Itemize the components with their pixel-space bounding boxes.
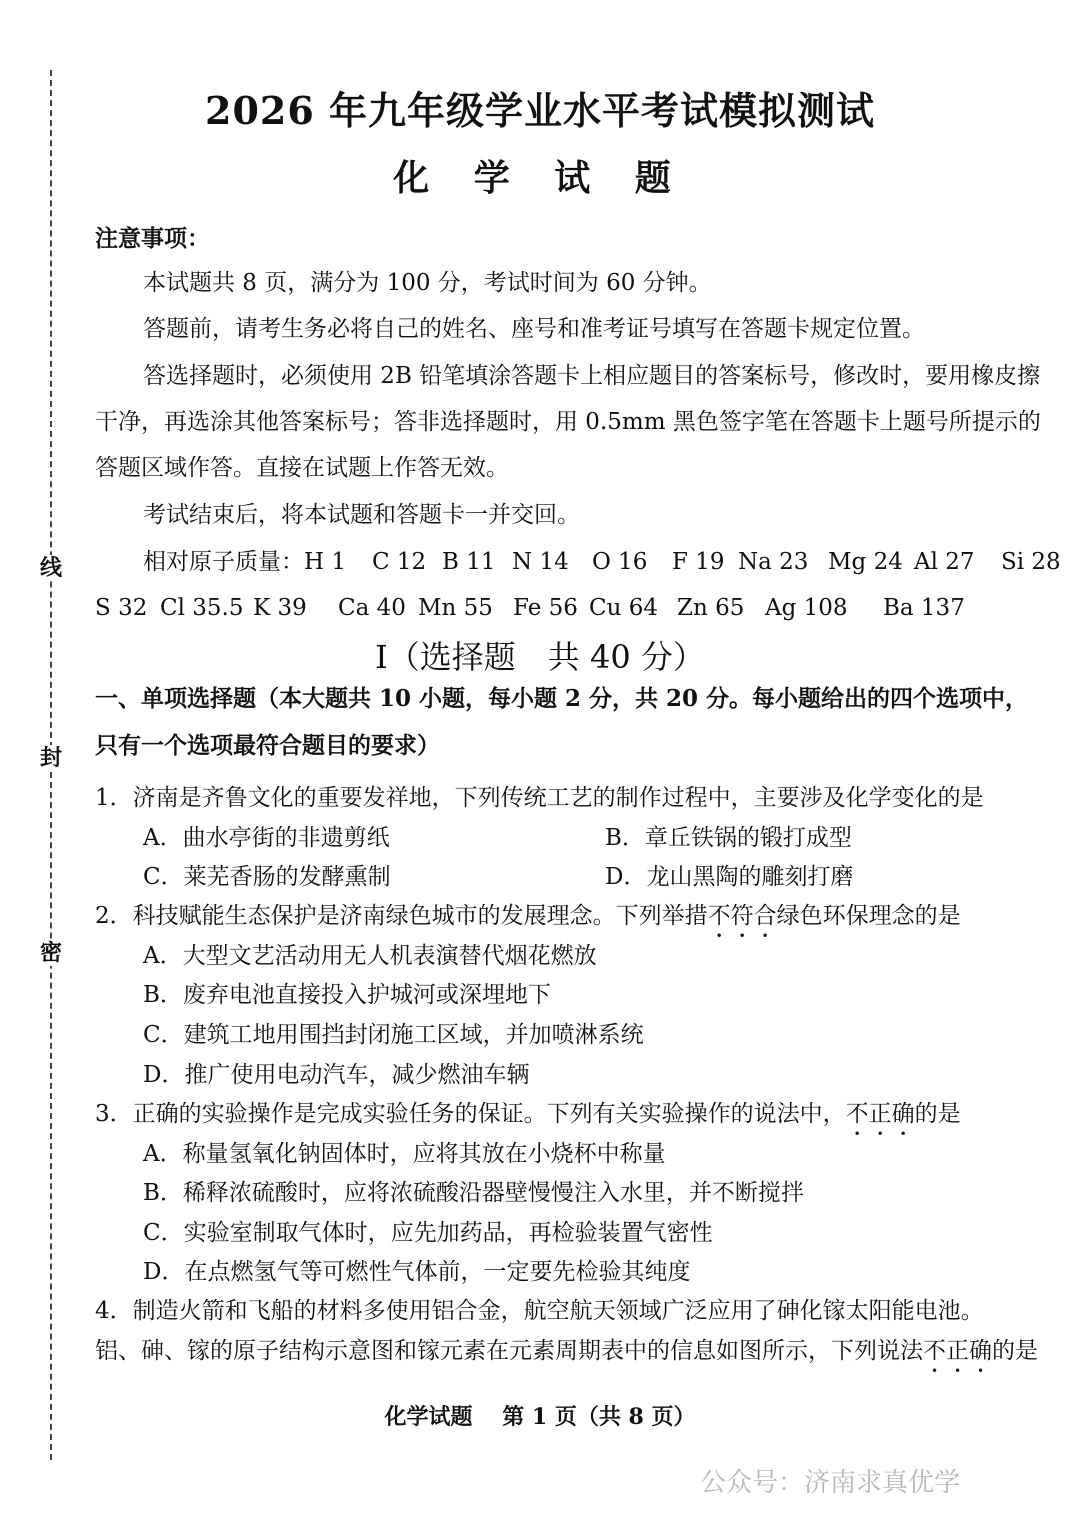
- binding-char-mi: 密: [39, 940, 62, 966]
- question-4-stem-text: 的是: [992, 1338, 1038, 1364]
- question-3-stem-text: 3．正确的实验操作是完成实验任务的保证。下列有关实验操作的说法中，: [95, 1101, 846, 1127]
- question-3-option-c: C．实验室制取气体时，应先加药品，再检验装置气密性: [143, 1220, 713, 1246]
- question-1-option-b: B．章丘铁锅的锻打成型: [605, 825, 852, 851]
- question-1-option-d: D．龙山黑陶的雕刻打磨: [605, 864, 854, 890]
- part-heading: 一、单项选择题（本大题共 10 小题，每小题 2 分，共 20 分。每小题给出的四个选项中，: [95, 685, 1029, 712]
- atomic-mass-item: Mg 24: [828, 549, 903, 575]
- question-2-stem-text: 2．科技赋能生态保护是济南绿色城市的发展理念。下列举措: [95, 903, 708, 929]
- atomic-mass-item: S 32: [95, 595, 148, 621]
- question-2-stem-text: 绿色环保理念的是: [776, 903, 961, 929]
- atomic-mass-item: Mn 55: [418, 595, 493, 621]
- emphasis-text: 不符合: [707, 903, 777, 929]
- atomic-mass-item: Si 28: [1001, 549, 1061, 575]
- notice-line: 干净，再选涂其他答案标号；答非选择题时，用 0.5mm 黑色签字笔在答题卡上题号所提示的: [95, 409, 1041, 435]
- notice-line: 答选择题时，必须使用 2B 铅笔填涂答题卡上相应题目的答案标号，修改时，要用橡皮擦: [143, 363, 1041, 389]
- emphasis-text: 不正确: [923, 1338, 992, 1364]
- atomic-mass-item: Fe 56: [513, 595, 578, 621]
- atomic-mass-item: Na 23: [738, 549, 809, 575]
- question-2-stem: [95, 901, 961, 943]
- atomic-mass-item: Al 27: [914, 549, 975, 575]
- atomic-mass-item: K 39: [253, 595, 307, 621]
- notice-line: 本试题共 8 页，满分为 100 分，考试时间为 60 分钟。: [143, 270, 712, 296]
- atomic-mass-row-2: [95, 593, 965, 623]
- atomic-mass-item: Ag 108: [765, 595, 848, 621]
- part-heading-cont: 只有一个选项最符合题目的要求）: [95, 732, 440, 759]
- notice-line: 答题前，请考生务必将自己的姓名、座号和准考证号填写在答题卡规定位置。: [143, 316, 925, 342]
- notice-line: 答题区域作答。直接在试题上作答无效。: [95, 455, 509, 481]
- question-3-option-d: D．在点燃氢气等可燃性气体前，一定要先检验其纯度: [143, 1259, 691, 1285]
- atomic-mass-item: Ba 137: [883, 595, 965, 621]
- question-1-option-c: C．莱芜香肠的发酵熏制: [143, 864, 391, 890]
- atomic-mass-item: F 19: [672, 549, 725, 575]
- question-3-stem: [95, 1099, 961, 1141]
- binding-char-feng: 封: [39, 745, 62, 771]
- question-3-option-a: A．称量氢氧化钠固体时，应将其放在小烧杯中称量: [143, 1141, 666, 1167]
- question-1-stem: 1．济南是齐鲁文化的重要发祥地，下列传统工艺的制作过程中，主要涉及化学变化的是: [95, 785, 984, 811]
- question-4-stem: 4．制造火箭和飞船的材料多使用铝合金，航空航天领域广泛应用了砷化镓太阳能电池。: [95, 1298, 984, 1324]
- emphasis-text: 不正确: [845, 1101, 915, 1127]
- watermark: 公众号：济南求真优学: [700, 1468, 961, 1498]
- atomic-mass-item: B 11: [442, 549, 496, 575]
- atomic-mass-item: N 14: [512, 549, 569, 575]
- subject-title: 化 学 试 题: [393, 157, 687, 199]
- question-1-option-a: A．曲水亭街的非遗剪纸: [143, 825, 390, 851]
- atomic-mass-label: 相对原子质量：: [143, 549, 304, 575]
- page-footer: 化学试题 第 1 页（共 8 页）: [384, 1404, 696, 1430]
- question-3-option-b: B．稀释浓硫酸时，应将浓硫酸沿器壁慢慢注入水里，并不断搅拌: [143, 1180, 804, 1206]
- notice-heading: 注意事项：: [95, 225, 210, 252]
- question-4-stem-cont: [95, 1336, 1038, 1378]
- atomic-mass-item: Ca 40: [338, 595, 406, 621]
- question-2-option-d: D．推广使用电动汽车，减少燃油车辆: [143, 1062, 530, 1088]
- atomic-mass-item: C 12: [372, 549, 427, 575]
- question-2-option-b: B．废弃电池直接投入护城河或深埋地下: [143, 982, 551, 1008]
- binding-char-xian: 线: [39, 555, 62, 581]
- atomic-mass-item: H 1: [304, 549, 347, 575]
- question-4-stem-text: 铝、砷、镓的原子结构示意图和镓元素在元素周期表中的信息如图所示，下列说法: [95, 1338, 923, 1364]
- atomic-mass-item: Cu 64: [589, 595, 658, 621]
- atomic-mass-item: Zn 65: [677, 595, 745, 621]
- question-2-option-a: A．大型文艺活动用无人机表演替代烟花燃放: [143, 943, 597, 969]
- section-heading: I（选择题 共 40 分）: [375, 638, 705, 676]
- exam-title: 2026 年九年级学业水平考试模拟测试: [205, 88, 875, 133]
- question-2-option-c: C．建筑工地用围挡封闭施工区域，并加喷淋系统: [143, 1022, 644, 1048]
- question-3-stem-text: 的是: [914, 1101, 961, 1127]
- notice-line: 考试结束后，将本试题和答题卡一并交回。: [143, 502, 580, 528]
- atomic-mass-item: O 16: [592, 549, 648, 575]
- atomic-mass-row-1: [143, 547, 1061, 577]
- atomic-mass-item: Cl 35.5: [160, 595, 244, 621]
